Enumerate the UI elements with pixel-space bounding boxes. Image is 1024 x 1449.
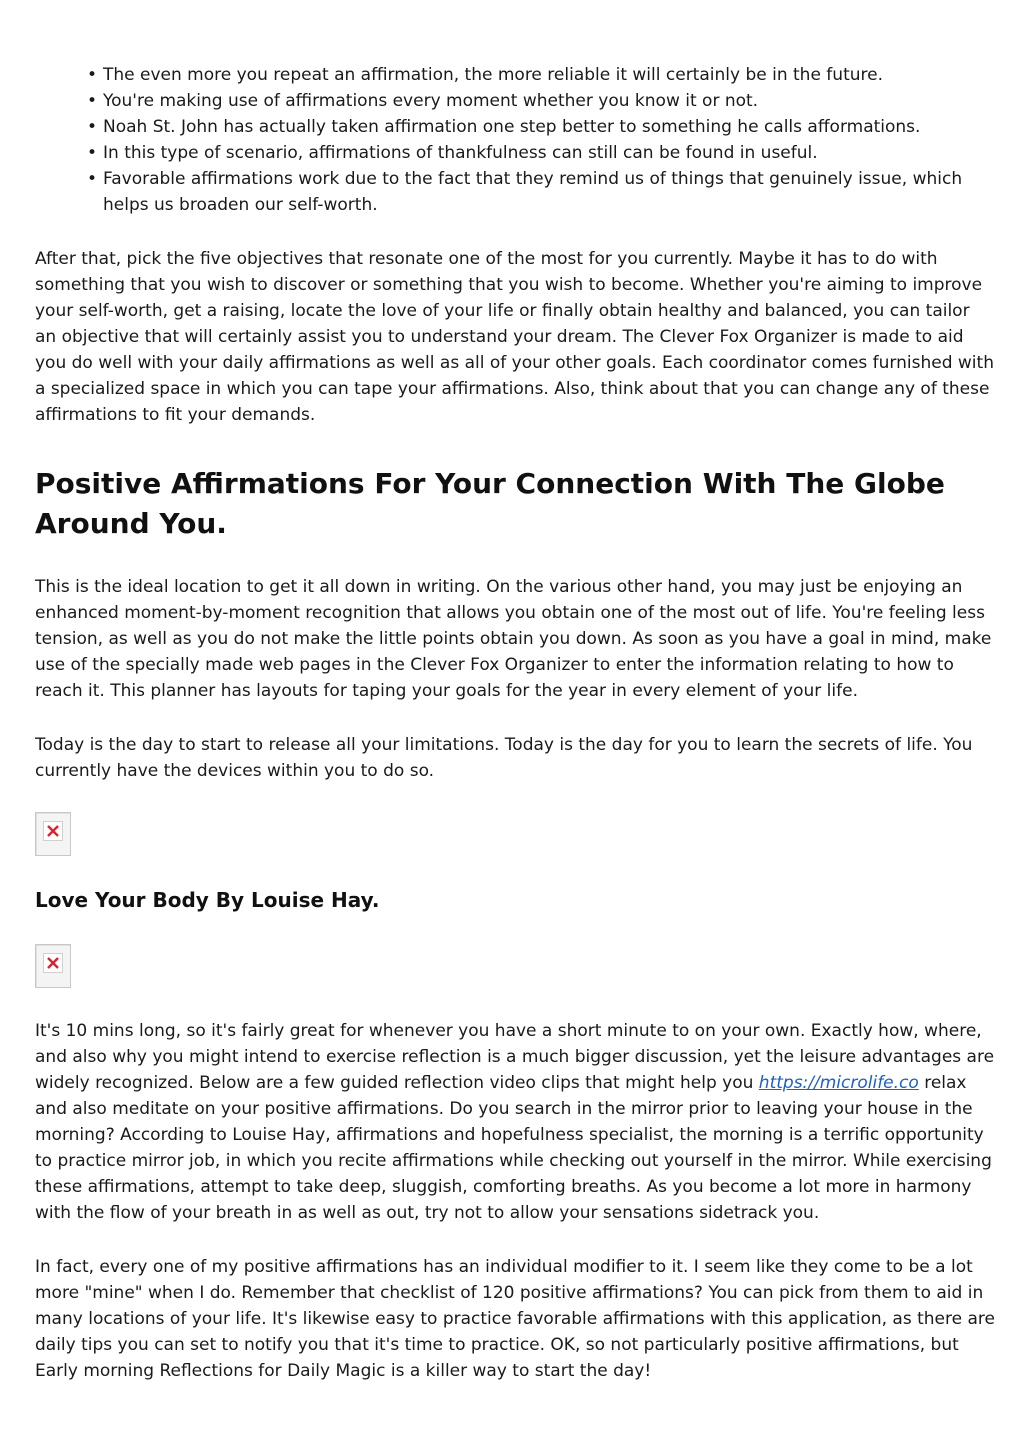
paragraph-intro: After that, pick the five objectives that resonate one of the most for you currently. Maybe it has to do with something that you wish to discover or something that you wish to become. Whether you're aiming to improve your self-worth, get a raising, locate the love of your life or finally obtain healthy and balanced, you can tailor an objective that will certainly assist you to understand your dream. The Clever Fox Organizer is made to aid you do well with your daily affirmations as well as all of your other goals. Each coordinator comes furnished with a specialized space in which you can tape your affirmations. Also, think about that you can change any of these affirmations to fit your demands. — [35, 249, 994, 425]
list-item: • Noah St. John has actually taken affirmation one step better to something he calls afformations. — [103, 114, 995, 140]
document-page — [35, 62, 995, 1384]
paragraph-meditation — [35, 1018, 995, 1226]
close-icon — [43, 821, 63, 841]
paragraph-today: Today is the day to start to release all your limitations. Today is the day for you to learn the secrets of life. You currently have the devices within you to do so. — [35, 735, 973, 781]
list-item: • You're making use of affirmations every moment whether you know it or not. — [103, 88, 995, 114]
section-heading-love-your-body: Love Your Body By Louise Hay. — [35, 888, 380, 912]
broken-image-icon — [35, 944, 71, 988]
list-item: • The even more you repeat an affirmation, the more reliable it will certainly be in the future. — [103, 62, 995, 88]
list-item: • Favorable affirmations work due to the fact that they remind us of things that genuinely issue, which helps us broaden our self-worth. — [103, 166, 995, 218]
paragraph-modifier: In fact, every one of my positive affirmations has an individual modifier to it. I seem like they come to be a lot more "mine" when I do. Remember that checklist of 120 positive affirmations? You can pick from them to aid in many locations of your life. It's likewise easy to practice favorable affirmations with this application, as there are daily tips you can set to notify you that it's time to practice. OK, so not particularly positive affirmations, but Early morning Reflections for Daily Magic is a killer way to start the day! — [35, 1257, 995, 1381]
paragraph-text: relax and also meditate on your positive affirmations. Do you search in the mirror prior to leaving your house in the morning? According to Louise Hay, affirmations and hopefulness specialist, the morning is a terrific opportunity to practice mirror job, in which you recite affirmations while checking out yourself in the mirror. While exercising these affirmations, attempt to take deep, sluggish, comforting breaths. As you become a lot more in harmony with the flow of your breath in as well as out, try not to allow your sensations sidetrack you. — [35, 1073, 992, 1223]
paragraph-writing: This is the ideal location to get it all down in writing. On the various other hand, you may just be enjoying an enhanced moment-by-moment recognition that allows you obtain one of the most out of life. You're feeling less tension, as well as you do not make the little points obtain you down. As soon as you have a goal in mind, make use of the specially made web pages in the Clever Fox Organizer to enter the information relating to how to reach it. This planner has layouts for taping your goals for the year in every element of your life. — [35, 577, 992, 701]
paragraph-text: It's 10 mins long, so it's fairly great for whenever you have a short minute to on your own. Exactly how, where, and also why you might intend to exercise reflection is a much bigger discussion, yet the leisure advantages are widely recognized. Below are a few guided reflection video clips that might help you — [35, 1021, 995, 1093]
bullet-list — [35, 62, 995, 218]
close-icon — [43, 953, 63, 973]
list-item: • In this type of scenario, affirmations of thankfulness can still can be found in useful. — [103, 140, 995, 166]
microlife-link[interactable]: https://microlife.co — [758, 1073, 919, 1093]
section-heading-connection: Positive Affirmations For Your Connection With The Globe Around You. — [35, 467, 945, 540]
broken-image-icon — [35, 812, 71, 856]
